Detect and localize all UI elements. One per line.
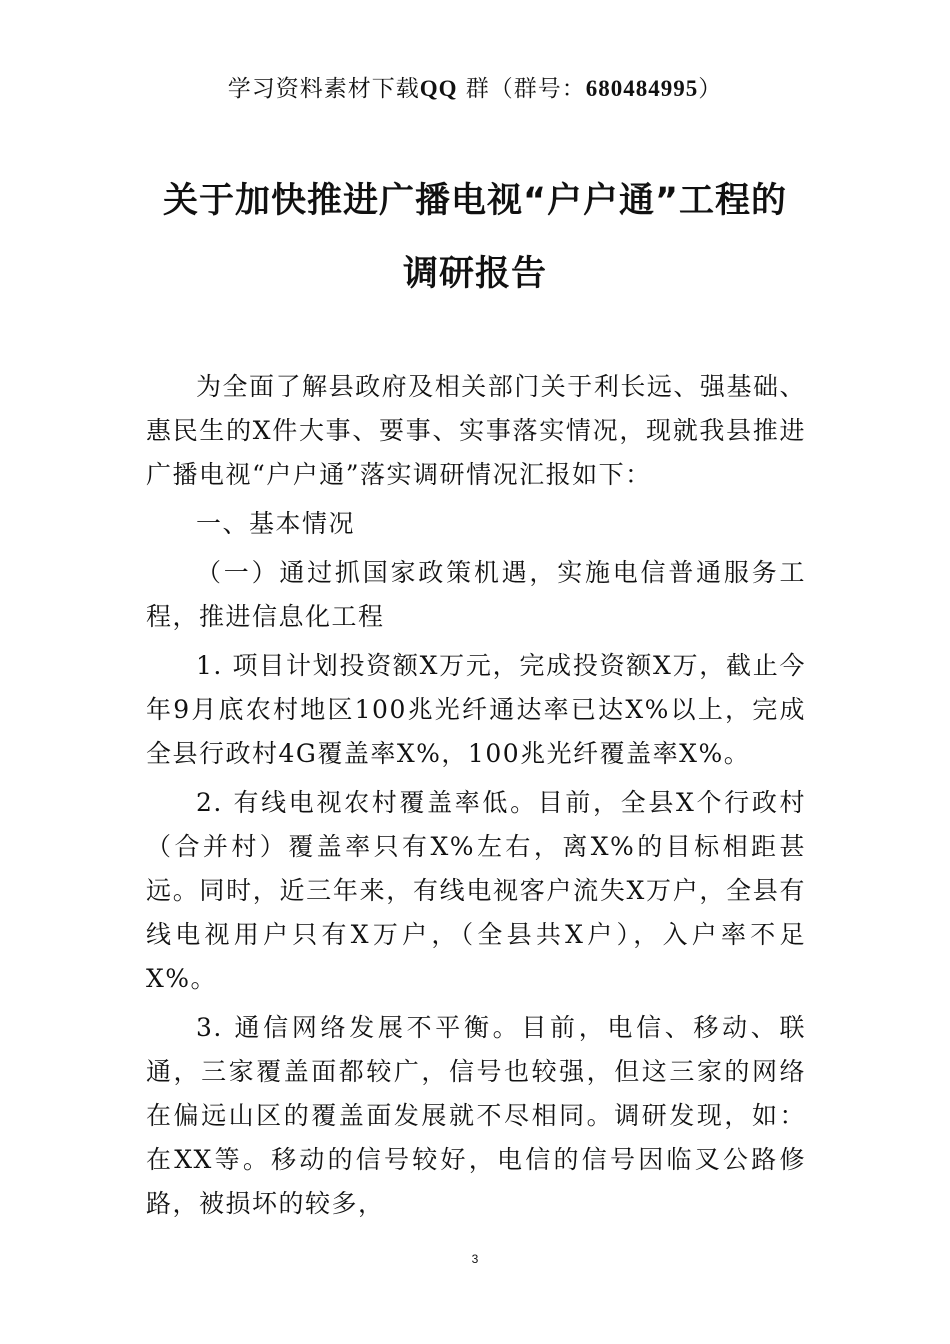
document-body [146, 365, 806, 1231]
title-line-2: 调研报告 [402, 254, 547, 294]
document-header [0, 72, 950, 106]
document-title [0, 165, 950, 311]
intro-paragraph: 为全面了解县政府及相关部门关于利长远、强基础、惠民生的X件大事、要事、实事落实情况，现就我县推进广播电视“户户通”落实调研情况汇报如下： [146, 372, 806, 489]
paragraph-item-1: 1. 项目计划投资额X万元，完成投资额X万，截止今年9月底农村地区100兆光纤通达率已达X%以上，完成全县行政村4G覆盖率X%，100兆光纤覆盖率X%。 [146, 651, 806, 768]
header-suffix: ） [698, 76, 723, 102]
subsection-heading-1: （一）通过抓国家政策机遇，实施电信普通服务工程，推进信息化工程 [146, 558, 806, 631]
section-heading-basic-situation: 一、基本情况 [196, 509, 356, 538]
header-qq: QQ [419, 76, 458, 101]
page-number: 3 [471, 1252, 479, 1266]
header-group-number: 680484995 [585, 76, 699, 101]
header-prefix: 学习资料素材下载 [227, 76, 420, 102]
paragraph-item-2: 2. 有线电视农村覆盖率低。目前，全县X个行政村（合并村）覆盖率只有X%左右，离X%的目标相距甚远。同时，近三年来，有线电视客户流失X万户，全县有线电视用户只有X万户，（全县共X户），入户率不足X%。 [146, 788, 806, 993]
header-group-label: 群（群号： [457, 76, 586, 102]
paragraph-item-3: 3. 通信网络发展不平衡。目前，电信、移动、联通，三家覆盖面都较广，信号也较强，但这三家的网络在偏远山区的覆盖面发展就不尽相同。调研发现，如：在XX等。移动的信号较好，电信的信号因临叉公路修路，被损坏的较多， [146, 1013, 806, 1218]
title-line-1: 关于加快推进广播电视“户户通”工程的 [162, 181, 787, 221]
